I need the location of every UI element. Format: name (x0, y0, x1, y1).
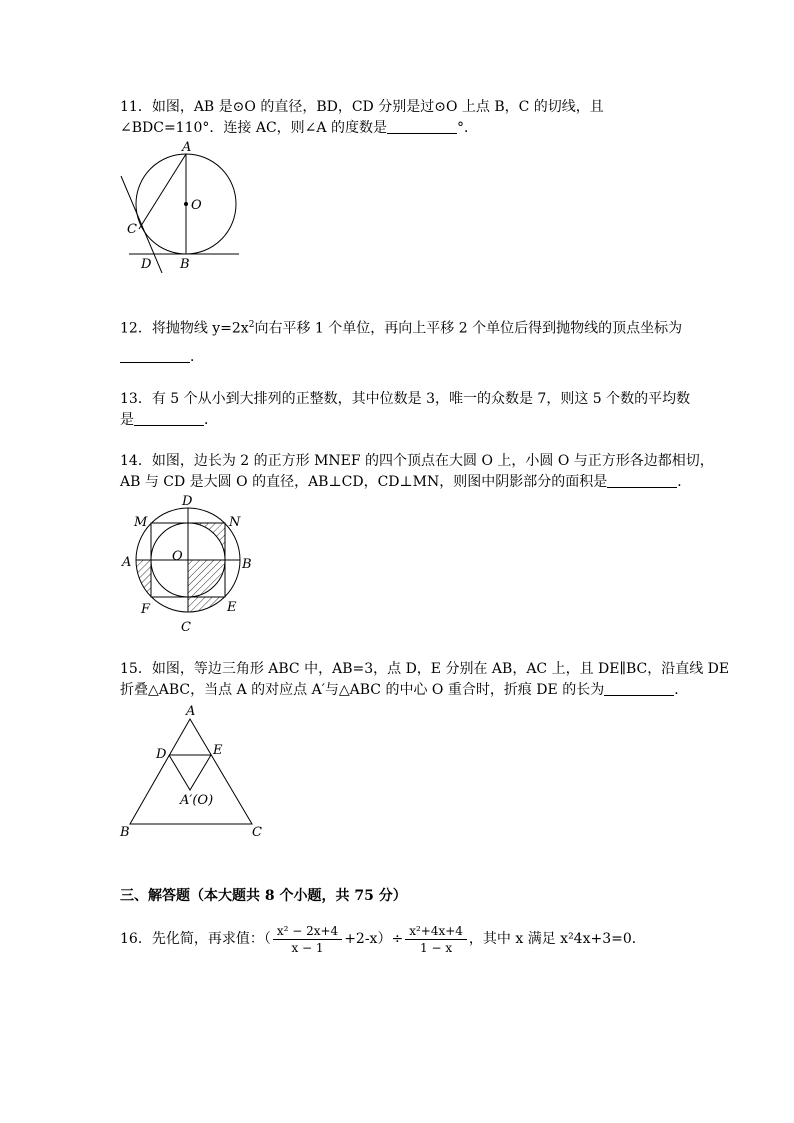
q14-prompt: AB 与 CD 是大圆 O 的直径，AB⊥CD，CD⊥MN，则图中阴影部分的面积是 (120, 474, 608, 490)
q14-text-line1: 14．如图，边长为 2 的正方形 MNEF 的四个顶点在大圆 O 上，小圆 O 与正方形各边都相切， (120, 453, 714, 469)
q11-label-b: B (180, 257, 190, 272)
q12-text-line1 (120, 316, 682, 338)
q15-prompt: 折叠△ABC，当点 A 的对应点 A′与△ABC 的中心 O 重合时，折痕 DE 的长为 (120, 682, 605, 698)
q13-text-line2 (120, 411, 218, 429)
q15-label-a-prime: A′(O) (180, 793, 214, 808)
q13-answer-blank[interactable] (134, 411, 204, 426)
q14-suffix: ． (677, 474, 692, 490)
q14-answer-blank[interactable] (607, 473, 677, 488)
q14-label-o: O (172, 549, 183, 564)
q16-fraction-2-denominator: 1 − x (420, 940, 453, 955)
q11-chord-ac (139, 154, 186, 229)
q15-label-c: C (252, 825, 262, 840)
q14-label-c: C (181, 620, 191, 635)
q12-prompt-end: 向右平移 1 个单位，再向上平移 2 个单位后得到抛物线的顶点坐标为 (254, 320, 683, 337)
q12-text-line2 (120, 348, 204, 366)
section3-heading: 三、解答题（本大题共 8 个小题，共 75 分） (120, 888, 407, 904)
q11-text-line2 (120, 119, 478, 137)
q14-label-b: B (242, 557, 252, 572)
q14-label-f: F (141, 602, 151, 617)
q16-middle: +2-x）÷ (344, 931, 404, 947)
q15-triangle-abc (130, 719, 252, 824)
q16-fraction-1-numerator: x² − 2x+4 (273, 923, 342, 940)
q11-center-dot (184, 202, 188, 206)
q14-label-n: N (229, 515, 241, 530)
q12-answer-blank[interactable] (120, 348, 190, 363)
q14-label-a: A (122, 555, 132, 570)
q15-label-b: B (120, 825, 130, 840)
q11-label-o: O (191, 198, 202, 213)
q11-text-line1: 11．如图，AB 是⊙O 的直径，BD，CD 分别是过⊙O 上点 B，C 的切线，且 (120, 99, 604, 115)
q16-condition: ，其中 x 满足 x²4x+3=0． (468, 931, 646, 947)
q11-suffix: °． (456, 120, 478, 136)
q14-label-m: M (134, 515, 148, 530)
q16-fraction-1 (273, 923, 342, 956)
q15-suffix: ． (674, 682, 689, 698)
q13-prompt: 是 (120, 412, 134, 428)
q12-prompt-start: 12．将抛物线 y=2x (120, 320, 249, 337)
q16-fraction-2-numerator: x²+4x+4 (405, 923, 467, 940)
q14-text-line2 (120, 473, 691, 491)
q14-shaded-region (136, 523, 225, 612)
q15-label-e: E (213, 743, 223, 758)
q11-prompt: ∠BDC=110°．连接 AC，则∠A 的度数是 (120, 120, 387, 136)
q13-suffix: ． (204, 412, 218, 428)
q15-label-a: A (186, 704, 196, 719)
q15-figure (112, 702, 272, 840)
q15-text-line1: 15．如图，等边三角形 ABC 中，AB=3，点 D，E 分别在 AB，AC 上，且 DE∥BC，沿直线 DE (120, 661, 730, 677)
q12-exponent: 2 (248, 320, 255, 330)
q11-label-d: D (141, 257, 152, 272)
q16-text (120, 922, 646, 956)
q15-answer-blank[interactable] (604, 681, 674, 696)
q13-text-line1: 13．有 5 个从小到大排列的正整数，其中位数是 3，唯一的众数是 7，则这 5 个数的平均数 (120, 391, 691, 407)
q12-suffix: ． (190, 349, 204, 365)
q15-folded-triangle (169, 755, 211, 790)
q15-text-line2 (120, 681, 688, 699)
q11-label-c: C (127, 222, 137, 237)
q11-figure (110, 138, 250, 273)
q14-figure (118, 493, 258, 635)
q11-answer-blank[interactable] (387, 119, 457, 134)
q11-label-a: A (182, 140, 192, 155)
q16-prompt: 16．先化简，再求值：（ (120, 931, 271, 947)
q14-label-e: E (227, 600, 237, 615)
q14-label-d: D (182, 494, 193, 509)
q16-fraction-2 (405, 923, 467, 956)
q15-label-d: D (156, 747, 167, 762)
q16-fraction-1-denominator: x − 1 (291, 940, 324, 955)
